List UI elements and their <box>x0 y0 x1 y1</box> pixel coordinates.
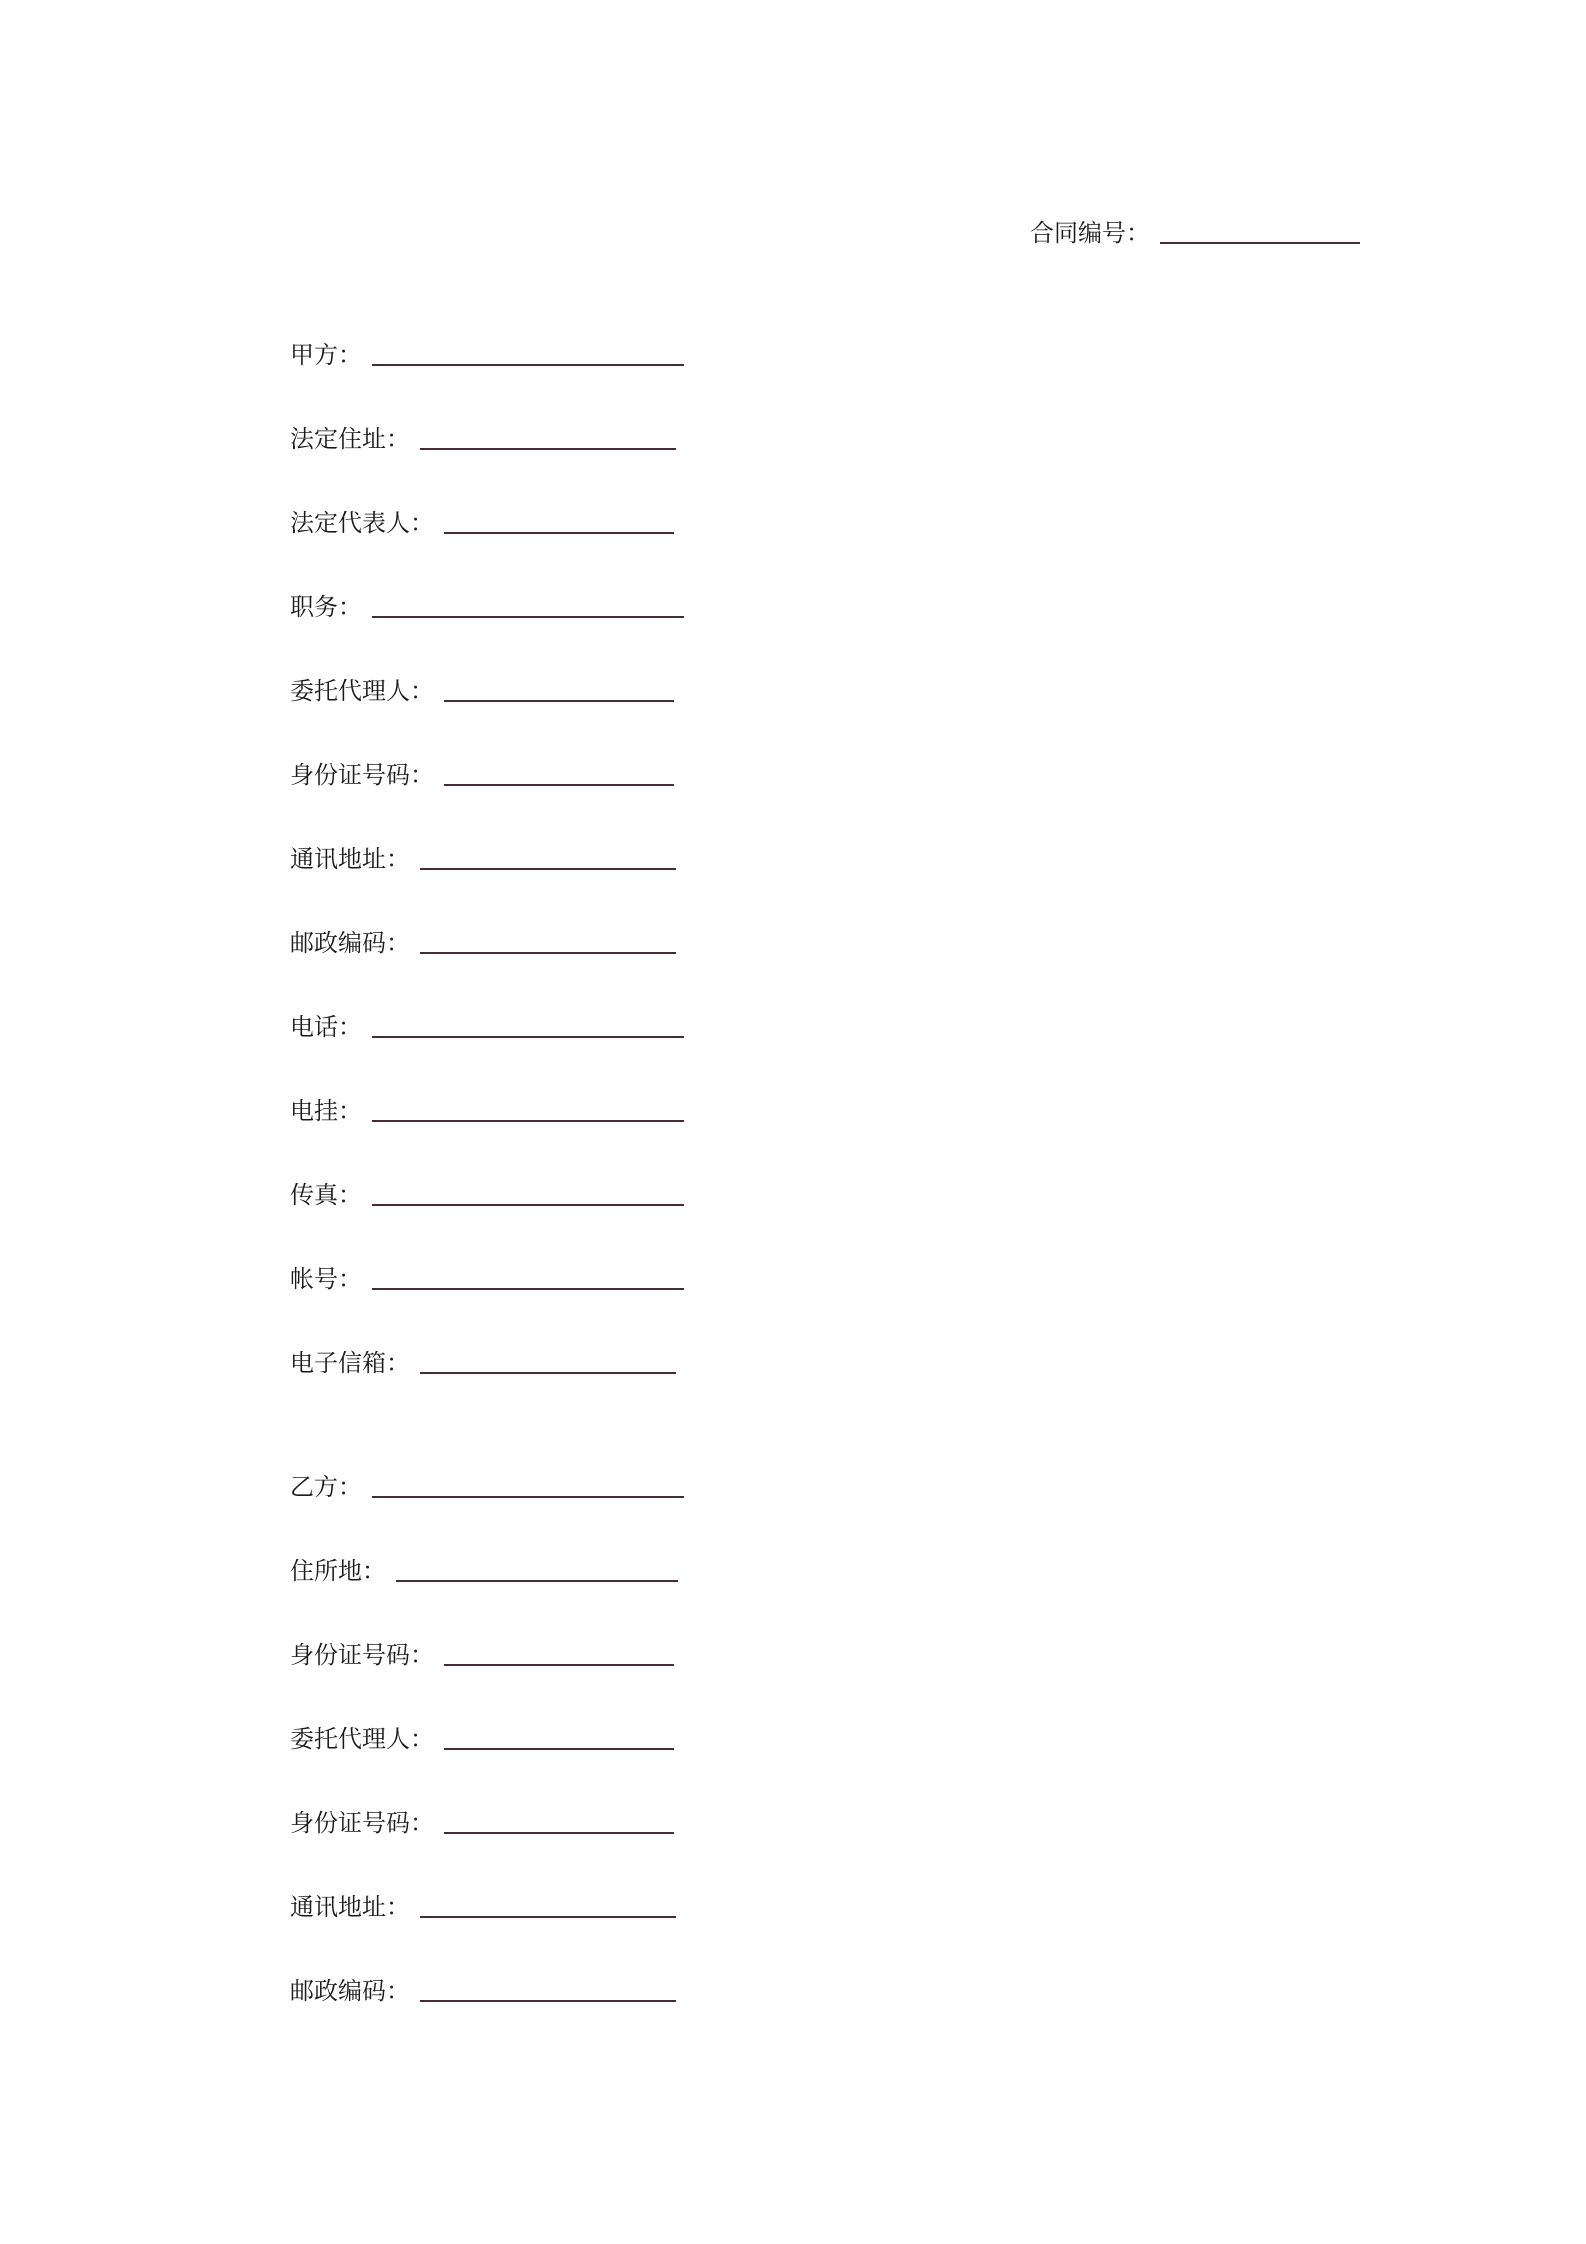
party-a-field-legal-address <box>290 418 676 454</box>
field-label: 通讯地址： <box>290 845 410 873</box>
party-a-field-account <box>290 1258 684 1294</box>
field-label: 住所地： <box>290 1557 386 1585</box>
party-a-field-position <box>290 586 684 622</box>
field-label: 通讯地址： <box>290 1893 410 1921</box>
field-blank[interactable] <box>420 952 676 954</box>
party-b-field-agent-id-number <box>290 1802 674 1838</box>
party-b-field-residence <box>290 1550 678 1586</box>
field-blank[interactable] <box>396 1580 678 1582</box>
field-label: 法定住址： <box>290 425 410 453</box>
field-label: 法定代表人： <box>290 509 434 537</box>
field-label: 身份证号码： <box>290 1641 434 1669</box>
field-label: 委托代理人： <box>290 677 434 705</box>
field-blank[interactable] <box>372 1036 684 1038</box>
field-blank[interactable] <box>444 700 674 702</box>
field-label: 电话： <box>290 1013 362 1041</box>
field-blank[interactable] <box>372 1288 684 1290</box>
field-blank[interactable] <box>444 1832 674 1834</box>
party-a-field-legal-representative <box>290 502 674 538</box>
party-a-field-mailing-address <box>290 838 676 874</box>
field-blank[interactable] <box>372 1496 684 1498</box>
field-blank[interactable] <box>420 868 676 870</box>
party-a-field-id-number <box>290 754 674 790</box>
field-blank[interactable] <box>444 784 674 786</box>
field-blank[interactable] <box>420 1916 676 1918</box>
party-a-field-fax <box>290 1174 684 1210</box>
field-label: 邮政编码： <box>290 1977 410 2005</box>
field-label: 甲方： <box>290 341 362 369</box>
field-blank[interactable] <box>420 1372 676 1374</box>
field-label: 职务： <box>290 593 362 621</box>
party-b-field-postal-code <box>290 1970 676 2006</box>
field-label: 委托代理人： <box>290 1725 434 1753</box>
field-label: 电子信箱： <box>290 1349 410 1377</box>
field-label: 身份证号码： <box>290 1809 434 1837</box>
party-b-field-agent <box>290 1718 674 1754</box>
field-blank[interactable] <box>372 1120 684 1122</box>
field-blank[interactable] <box>444 1748 674 1750</box>
field-blank[interactable] <box>372 616 684 618</box>
field-label: 传真： <box>290 1181 362 1209</box>
field-blank[interactable] <box>444 1664 674 1666</box>
party-b-field-party <box>290 1466 684 1502</box>
party-a-field-postal-code <box>290 922 676 958</box>
party-b-field-id-number <box>290 1634 674 1670</box>
field-blank[interactable] <box>420 448 676 450</box>
field-label: 电挂： <box>290 1097 362 1125</box>
field-label: 帐号： <box>290 1265 362 1293</box>
field-label: 邮政编码： <box>290 929 410 957</box>
contract-number-field <box>1030 212 1360 248</box>
field-blank[interactable] <box>444 532 674 534</box>
field-blank[interactable] <box>372 364 684 366</box>
contract-number-blank[interactable] <box>1160 242 1360 244</box>
contract-number-label: 合同编号： <box>1030 219 1150 247</box>
party-a-field-phone <box>290 1006 684 1042</box>
party-a-field-email <box>290 1342 676 1378</box>
field-label: 乙方： <box>290 1473 362 1501</box>
field-blank[interactable] <box>372 1204 684 1206</box>
field-label: 身份证号码： <box>290 761 434 789</box>
field-blank[interactable] <box>420 2000 676 2002</box>
party-a-field-agent <box>290 670 674 706</box>
party-a-field-party <box>290 334 684 370</box>
party-a-field-telegraph <box>290 1090 684 1126</box>
party-b-field-mailing-address <box>290 1886 676 1922</box>
